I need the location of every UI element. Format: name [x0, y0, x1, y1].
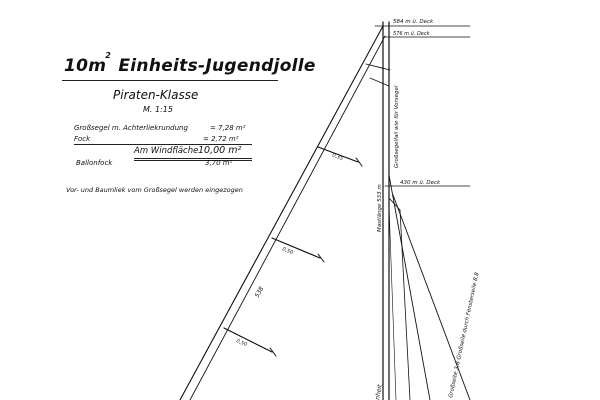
- luff-length-label: 538: [253, 285, 266, 299]
- sail-area-jib-label: Fock: [74, 135, 91, 143]
- batten-1-label: 0,35: [331, 152, 344, 163]
- sail-area-total-value: 10,00 m²: [198, 145, 242, 156]
- top-deck-label-1: 584 m ü. Deck: [393, 19, 434, 25]
- sheet-line: [389, 205, 396, 400]
- jib-leech: [400, 210, 410, 400]
- halyard-note: Großsegelfall wie für Vorsegel: [394, 85, 400, 168]
- batten-3-label: 0,50: [235, 338, 248, 349]
- sail-area-main-label: Großsegel m. Achterliekrundung: [74, 124, 188, 132]
- stay-note: Großseite 3,8 Großseile durch Fensterseile 8,8: [448, 271, 481, 399]
- sail-area-main-value: = 7,28 m²: [210, 124, 246, 132]
- batten-3: [224, 328, 272, 352]
- sail-area-spinnaker-value: 3,70 m²: [205, 159, 233, 167]
- forestay-1: [389, 175, 430, 400]
- bottom-left-fragment: nheit: [374, 384, 384, 400]
- class-subtitle: Piraten-Klasse: [113, 88, 199, 102]
- batten-2: [272, 238, 320, 258]
- leech-line-1: [180, 26, 383, 400]
- title-superscript: 2: [105, 51, 112, 61]
- scale-label: M. 1:15: [143, 105, 173, 114]
- mast-length-label: Mastlänge 533 m: [377, 184, 383, 232]
- top-deck-label-2: 576 m ü. Deck: [393, 31, 430, 37]
- sail-area-total-label: Am Windfläche: [134, 146, 199, 156]
- batten-2-label: 0,50: [281, 246, 294, 257]
- forestay-height-label: 430 m ü. Deck: [400, 180, 441, 186]
- title-prefix: 10m: [64, 56, 107, 76]
- masthead-fitting-1: [366, 64, 390, 70]
- sail-area-spinnaker-label: Ballonfock: [76, 159, 113, 167]
- title-text: Einheits-Jugendjolle: [118, 56, 316, 76]
- footnote: Vor- und Baumliek vom Großsegel werden eingezogen: [66, 186, 243, 194]
- sail-area-jib-value: = 2,72 m²: [203, 135, 239, 143]
- leech-line-2: [190, 36, 385, 400]
- masthead-fitting-2: [370, 78, 389, 86]
